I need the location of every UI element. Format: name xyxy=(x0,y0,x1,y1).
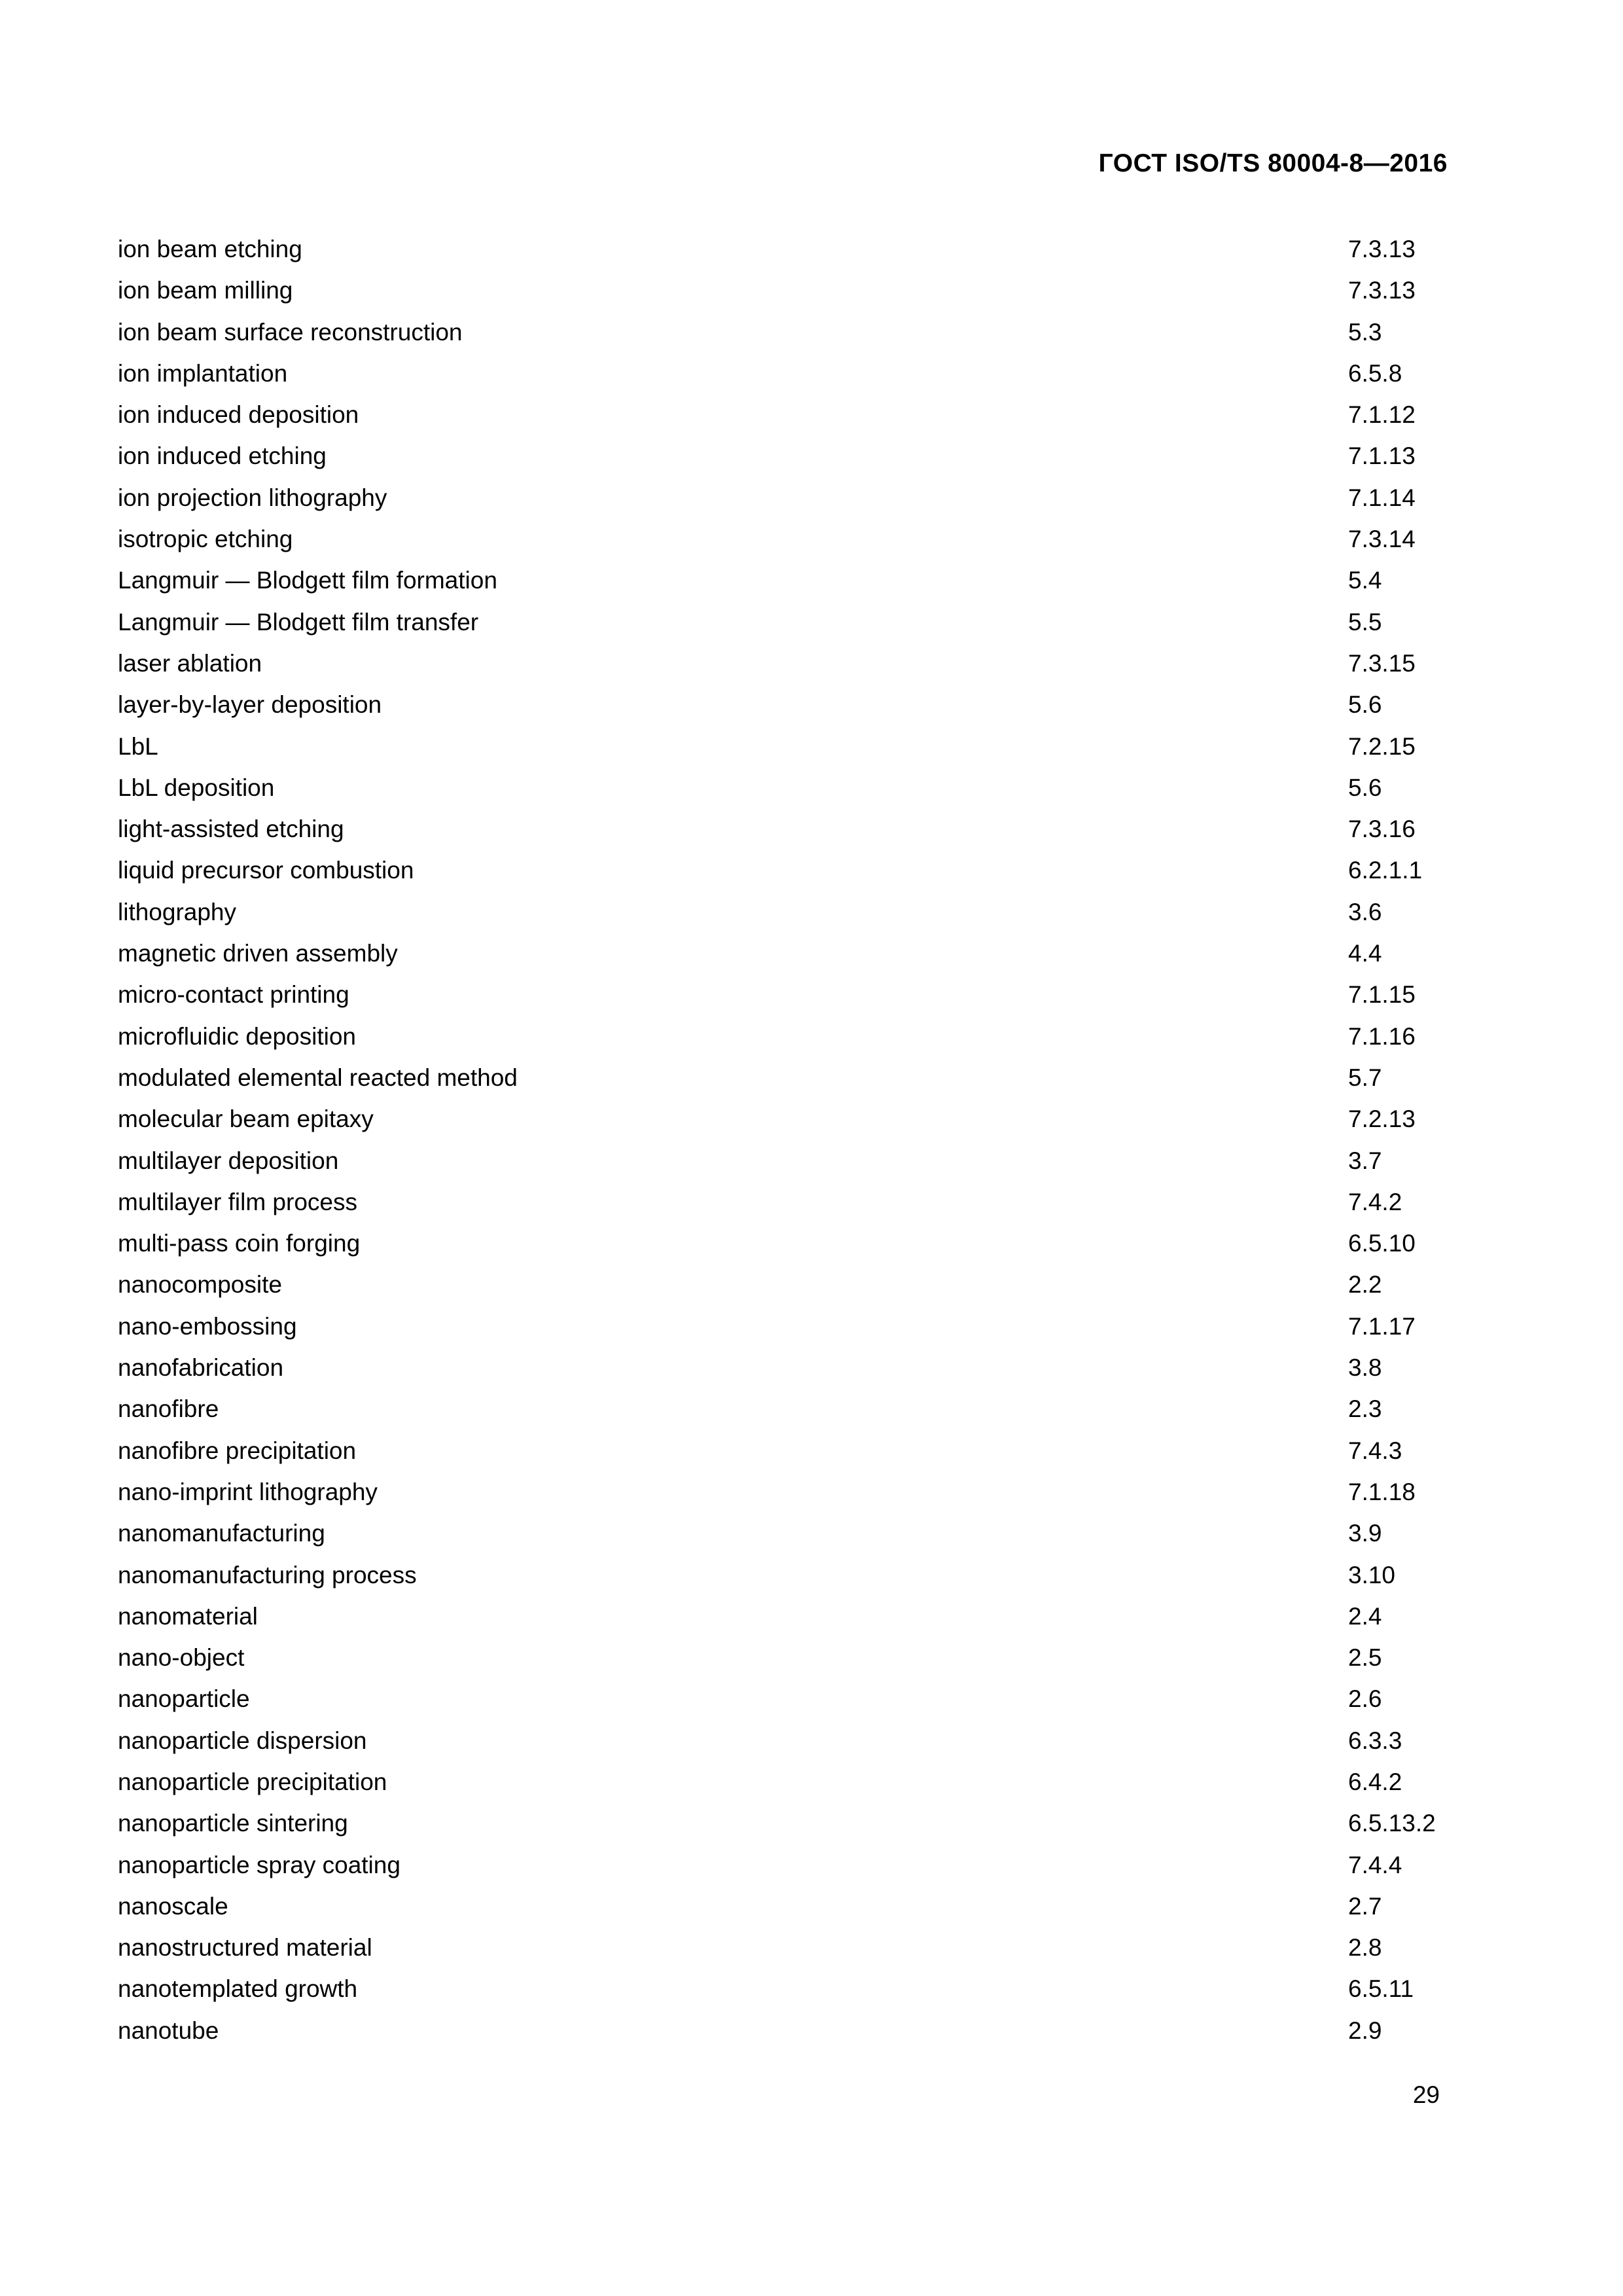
index-term: nanocomposite xyxy=(118,1271,282,1299)
index-entry xyxy=(118,1312,1453,1353)
index-entry xyxy=(118,483,1453,524)
index-entry xyxy=(118,1808,1453,1850)
index-entry xyxy=(118,1933,1453,1974)
index-term: lithography xyxy=(118,898,237,925)
index-section-ref: 7.3.14 xyxy=(1348,526,1416,553)
index-entry xyxy=(118,359,1453,400)
document-header: ГОСТ ISO/TS 80004-8—2016 xyxy=(1098,149,1448,177)
index-entry xyxy=(118,1353,1453,1394)
index-section-ref: 2.6 xyxy=(1348,1685,1382,1713)
index-section-ref: 7.4.3 xyxy=(1348,1437,1402,1464)
index-term: micro-contact printing xyxy=(118,981,349,1009)
index-entry xyxy=(118,2016,1453,2057)
index-section-ref: 6.5.10 xyxy=(1348,1230,1416,1257)
index-term: Langmuir — Blodgett film formation xyxy=(118,567,497,594)
index-entry xyxy=(118,897,1453,939)
index-section-ref: 3.8 xyxy=(1348,1354,1382,1382)
index-section-ref: 7.1.16 xyxy=(1348,1022,1416,1050)
index-term: nanomanufacturing process xyxy=(118,1561,417,1588)
index-section-ref: 2.2 xyxy=(1348,1271,1382,1299)
index-entry xyxy=(118,690,1453,731)
index-section-ref: 2.3 xyxy=(1348,1395,1382,1423)
index-term: layer-by-layer deposition xyxy=(118,691,382,719)
index-section-ref: 6.5.13.2 xyxy=(1348,1810,1436,1837)
index-entry xyxy=(118,1104,1453,1145)
index-entry xyxy=(118,1518,1453,1560)
index-section-ref: 7.3.13 xyxy=(1348,277,1416,304)
index-entry xyxy=(118,1436,1453,1477)
index-term: microfluidic deposition xyxy=(118,1022,357,1050)
index-section-ref: 7.3.15 xyxy=(1348,649,1416,677)
index-section-ref: 6.5.11 xyxy=(1348,1975,1414,2003)
index-term: nanofibre xyxy=(118,1395,219,1423)
index-entry xyxy=(118,1892,1453,1933)
index-term: nanostructured material xyxy=(118,1934,372,1962)
index-term: nanotemplated growth xyxy=(118,1975,358,2003)
index-section-ref: 6.5.8 xyxy=(1348,359,1402,387)
index-term: nanoparticle xyxy=(118,1685,250,1713)
index-term: ion beam etching xyxy=(118,236,302,262)
index-section-ref: 7.1.13 xyxy=(1348,442,1416,470)
index-term: nanoparticle sintering xyxy=(118,1810,348,1837)
index-section-ref: 7.3.13 xyxy=(1348,236,1416,262)
index-section-ref: 5.4 xyxy=(1348,567,1382,594)
index-entry xyxy=(118,565,1453,607)
index-term: liquid precursor combustion xyxy=(118,857,414,884)
index-section-ref: 7.1.18 xyxy=(1348,1478,1416,1505)
index-section-ref: 4.4 xyxy=(1348,940,1382,967)
index-term: ion projection lithography xyxy=(118,484,387,511)
alphabetical-index xyxy=(118,234,1453,2057)
index-entry xyxy=(118,1684,1453,1725)
index-section-ref: 7.2.15 xyxy=(1348,732,1416,760)
index-term: laser ablation xyxy=(118,649,262,677)
index-term: nanofibre precipitation xyxy=(118,1437,357,1464)
index-term: ion beam milling xyxy=(118,277,293,304)
index-term: nanotube xyxy=(118,2017,219,2044)
index-section-ref: 3.10 xyxy=(1348,1561,1396,1588)
index-term: magnetic driven assembly xyxy=(118,940,398,967)
index-entry xyxy=(118,855,1453,897)
index-term: nanoparticle precipitation xyxy=(118,1768,387,1795)
index-term: ion implantation xyxy=(118,359,288,387)
index-term: nano-imprint lithography xyxy=(118,1478,378,1505)
index-term: isotropic etching xyxy=(118,526,293,553)
index-entry xyxy=(118,317,1453,359)
index-section-ref: 7.4.4 xyxy=(1348,1851,1402,1878)
index-term: nanoparticle spray coating xyxy=(118,1851,401,1878)
index-entry xyxy=(118,1643,1453,1684)
index-entry xyxy=(118,814,1453,855)
index-section-ref: 2.8 xyxy=(1348,1934,1382,1962)
index-term: nanoparticle dispersion xyxy=(118,1727,367,1754)
index-entry xyxy=(118,773,1453,814)
index-entry xyxy=(118,1850,1453,1892)
index-term: multilayer film process xyxy=(118,1188,357,1215)
index-term: nano-embossing xyxy=(118,1312,297,1340)
index-entry xyxy=(118,1726,1453,1767)
index-entry xyxy=(118,980,1453,1021)
index-term: nanomaterial xyxy=(118,1602,258,1630)
index-term: nano-object xyxy=(118,1644,245,1672)
index-entry xyxy=(118,1477,1453,1518)
index-entry xyxy=(118,1602,1453,1643)
index-entry xyxy=(118,441,1453,482)
index-term: nanomanufacturing xyxy=(118,1520,325,1547)
index-entry xyxy=(118,1187,1453,1229)
index-section-ref: 2.4 xyxy=(1348,1602,1382,1630)
index-entry xyxy=(118,1270,1453,1311)
index-section-ref: 6.3.3 xyxy=(1348,1727,1402,1754)
index-section-ref: 2.7 xyxy=(1348,1892,1382,1920)
index-section-ref: 5.7 xyxy=(1348,1064,1382,1091)
index-section-ref: 7.1.12 xyxy=(1348,401,1416,429)
index-term: nanofabrication xyxy=(118,1354,284,1382)
index-section-ref: 6.4.2 xyxy=(1348,1768,1402,1795)
index-term: LbL xyxy=(118,732,158,760)
index-term: modulated elemental reacted method xyxy=(118,1064,518,1091)
index-term: multilayer deposition xyxy=(118,1147,339,1174)
index-section-ref: 7.4.2 xyxy=(1348,1188,1402,1215)
index-section-ref: 5.3 xyxy=(1348,318,1382,346)
index-section-ref: 6.2.1.1 xyxy=(1348,857,1423,884)
index-entry xyxy=(118,1394,1453,1435)
index-entry xyxy=(118,649,1453,690)
index-entry xyxy=(118,607,1453,649)
index-section-ref: 2.9 xyxy=(1348,2017,1382,2044)
index-term: Langmuir — Blodgett film transfer xyxy=(118,608,479,636)
index-entry xyxy=(118,400,1453,441)
index-entry xyxy=(118,1767,1453,1808)
page-number: 29 xyxy=(1412,2081,1440,2108)
index-section-ref: 3.7 xyxy=(1348,1147,1382,1174)
index-section-ref: 5.6 xyxy=(1348,774,1382,801)
index-entry xyxy=(118,732,1453,773)
index-term: ion induced etching xyxy=(118,442,327,470)
index-term: light-assisted etching xyxy=(118,816,344,843)
index-entry xyxy=(118,1974,1453,2015)
index-section-ref: 3.6 xyxy=(1348,898,1382,925)
index-section-ref: 5.5 xyxy=(1348,608,1382,636)
index-section-ref: 7.3.16 xyxy=(1348,816,1416,843)
index-section-ref: 5.6 xyxy=(1348,691,1382,719)
index-section-ref: 7.1.15 xyxy=(1348,981,1416,1009)
index-entry xyxy=(118,939,1453,980)
index-entry xyxy=(118,1229,1453,1270)
index-entry xyxy=(118,1063,1453,1104)
index-entry xyxy=(118,234,1453,276)
index-term: molecular beam epitaxy xyxy=(118,1105,374,1133)
index-entry xyxy=(118,1022,1453,1063)
index-section-ref: 2.5 xyxy=(1348,1644,1382,1672)
index-section-ref: 7.1.14 xyxy=(1348,484,1416,511)
index-entry xyxy=(118,1146,1453,1187)
index-section-ref: 7.2.13 xyxy=(1348,1105,1416,1133)
index-term: multi-pass coin forging xyxy=(118,1230,361,1257)
index-entry xyxy=(118,276,1453,317)
index-entry xyxy=(118,1560,1453,1602)
index-entry xyxy=(118,524,1453,565)
index-term: nanoscale xyxy=(118,1892,228,1920)
index-term: LbL deposition xyxy=(118,774,275,801)
index-term: ion beam surface reconstruction xyxy=(118,318,463,346)
index-term: ion induced deposition xyxy=(118,401,359,429)
index-section-ref: 3.9 xyxy=(1348,1520,1382,1547)
index-section-ref: 7.1.17 xyxy=(1348,1312,1416,1340)
